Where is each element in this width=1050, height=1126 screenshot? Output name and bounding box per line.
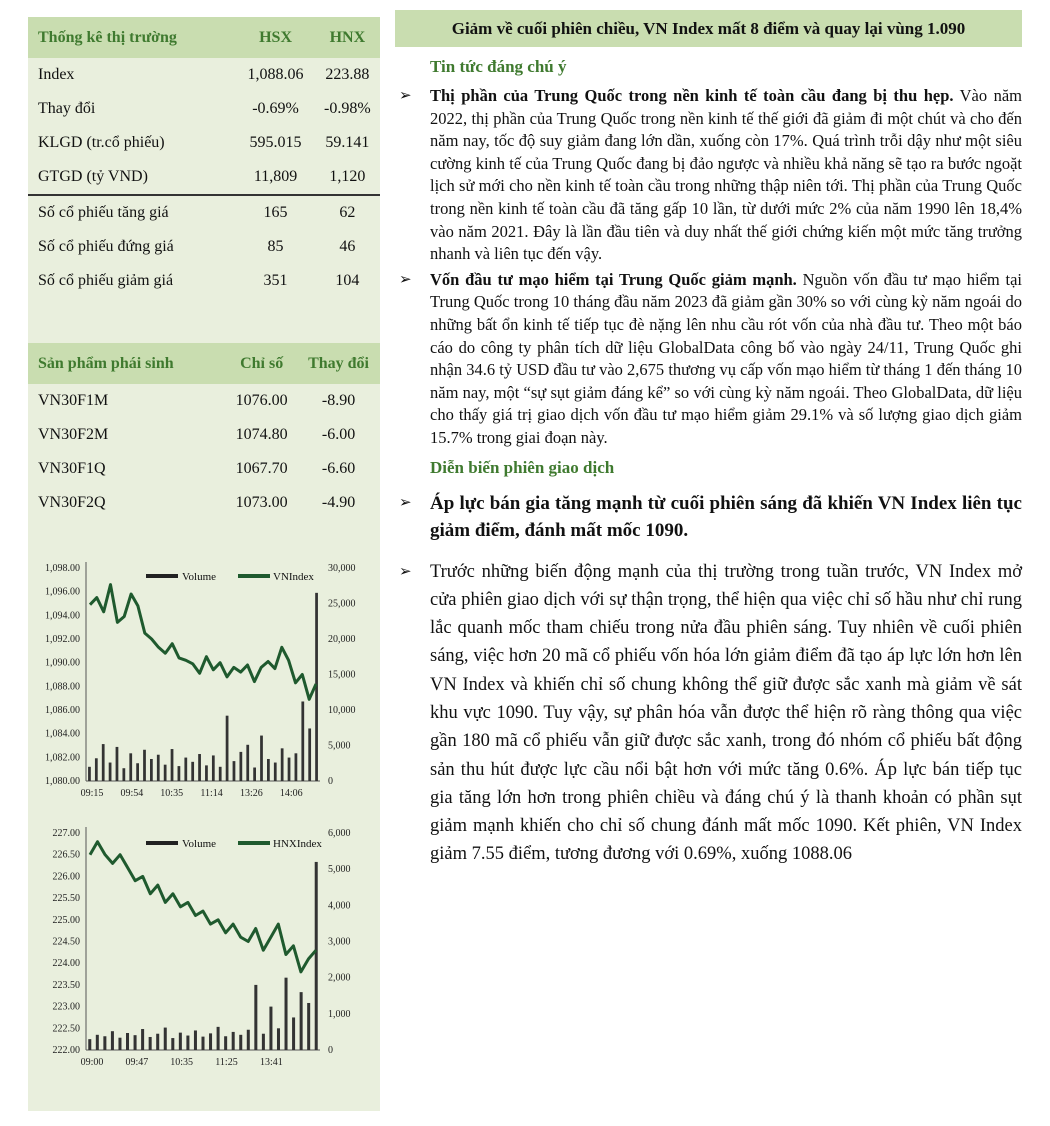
x-axis-tick-label: 09:15: [80, 788, 104, 799]
volume-bar: [126, 1033, 129, 1050]
list-item: [395, 85, 1022, 266]
table-row: [28, 195, 380, 230]
x-axis-tick-label: 14:06: [279, 788, 303, 799]
volume-bar: [111, 1031, 114, 1050]
volume-bar: [217, 1027, 220, 1050]
row-label: VN30F1M: [38, 392, 109, 409]
row-label: GTGD (tỷ VND): [38, 168, 148, 185]
y-axis-tick-label: 1,094.00: [45, 610, 80, 622]
volume-bar: [164, 765, 167, 781]
bullet-text: Áp lực bán gia tăng mạnh từ cuối phiên sáng đã khiến VN Index liên tục giảm điểm, đánh mất mốc 1090.: [430, 492, 1022, 541]
volume-bar: [96, 1035, 99, 1050]
volume-bar: [301, 701, 304, 781]
volume-bar: [122, 768, 125, 781]
volume-bar: [118, 1038, 121, 1050]
secondary-axis-tick-label: 5,000: [328, 864, 351, 876]
y-axis-tick-label: 222.50: [52, 1023, 80, 1035]
y-axis-tick-label: 225.00: [52, 914, 80, 926]
y-axis-tick-label: 1,084.00: [45, 728, 80, 740]
volume-bar: [198, 754, 201, 781]
arrow-bullet-icon: ➢: [399, 494, 412, 511]
x-axis-tick-label: 11:14: [200, 788, 223, 799]
arrow-bullet-icon: ➢: [399, 563, 412, 580]
legend-swatch-volume: [146, 841, 178, 845]
row-value: 1,088.06: [247, 66, 304, 83]
row-value: 1074.80: [235, 426, 288, 443]
section-heading: Diễn biến phiên giao dịch: [430, 457, 615, 477]
volume-bar: [143, 750, 146, 781]
row-value: 85: [267, 238, 284, 255]
table-header-row: [28, 343, 380, 384]
secondary-axis-tick-label: 20,000: [328, 634, 356, 645]
secondary-axis-tick-label: 15,000: [328, 669, 356, 681]
volume-bar: [95, 758, 98, 781]
volume-bar: [267, 759, 270, 781]
volume-bar: [141, 1029, 144, 1050]
row-label: VN30F1Q: [38, 460, 106, 477]
secondary-axis-tick-label: 0: [328, 1045, 333, 1056]
row-value: -6.60: [321, 460, 356, 477]
secondary-axis-tick-label: 30,000: [328, 563, 356, 574]
bullet-text: Vào năm 2022, thị phần của Trung Quốc trong nền kinh tế thế giới đã giảm đi một chút và cho đến năm nay, tốc độ suy giảm đang lớn dần, xuống còn 17%. Quá trình trỗi dậy như một siêu cường kinh tế của Trung Quốc đang bị đảo ngược và nhiều khả năng sẽ tạo ra bước ngoặt lịch sử mới cho nền kinh tế toàn cầu trong những thập niên tới. Thị phần của Trung Quốc trong nền kinh tế toàn cầu đã tăng gấp 10 lần, từ dưới mức 2% của năm 1990 lên 18,4% vào năm 2021. Đây là lần đầu tiên và duy nhất thế giới chứng kiến một mức tăng trưởng nhanh và liên tục đến vậy.: [430, 86, 1022, 264]
volume-bar: [184, 758, 187, 781]
volume-bar: [134, 1035, 137, 1050]
volume-bar: [308, 728, 311, 781]
volume-bar: [253, 768, 256, 781]
x-axis-tick-label: 09:47: [125, 1057, 149, 1068]
x-axis-tick-label: 11:25: [215, 1057, 238, 1068]
volume-bar: [262, 1034, 265, 1050]
legend-swatch-volume: [146, 574, 178, 578]
secondary-axis-tick-label: 5,000: [328, 740, 351, 752]
volume-bar: [171, 1038, 174, 1050]
y-axis-tick-label: 226.50: [52, 849, 80, 861]
volume-bar: [102, 744, 105, 781]
volume-bar: [116, 747, 119, 781]
volume-bar: [212, 755, 215, 781]
volume-bar: [179, 1033, 182, 1050]
table-header: Sản phẩm phái sinh: [28, 343, 226, 384]
y-axis-tick-label: 223.50: [52, 979, 80, 991]
table-header: Thống kê thị trường: [28, 17, 236, 58]
x-axis-tick-label: 09:00: [80, 1057, 104, 1068]
x-axis-tick-label: 10:35: [160, 788, 184, 799]
volume-bar: [186, 1036, 189, 1050]
row-label: Số cổ phiếu giảm giá: [38, 272, 174, 289]
arrow-bullet-icon: ➢: [399, 88, 412, 104]
row-value: -8.90: [321, 392, 356, 409]
section-heading: Tin tức đáng chú ý: [430, 57, 567, 76]
table-header: Thay đổi: [297, 343, 380, 384]
list-item: [395, 490, 1022, 544]
volume-bar: [254, 985, 257, 1050]
volume-bar: [178, 766, 181, 781]
row-value: 11,809: [253, 168, 298, 185]
row-label: Thay đổi: [38, 100, 96, 117]
x-axis-tick-label: 13:26: [239, 788, 263, 799]
y-axis-tick-label: 1,092.00: [45, 634, 80, 645]
volume-bar: [232, 1032, 235, 1050]
volume-bar: [247, 1030, 250, 1050]
row-value: 1067.70: [235, 460, 288, 477]
table-row: [28, 264, 380, 298]
volume-bar: [260, 736, 263, 781]
volume-bar: [191, 762, 194, 781]
hnxindex-chart: [28, 817, 380, 1097]
volume-bar: [209, 1033, 212, 1050]
table-row: [28, 384, 380, 418]
y-axis-tick-label: 1,088.00: [45, 681, 80, 693]
x-axis-tick-label: 09:54: [120, 788, 144, 799]
volume-bar: [150, 759, 153, 781]
volume-bar: [300, 992, 303, 1050]
index-series-line: [90, 585, 316, 700]
secondary-axis-tick-label: 0: [328, 776, 333, 787]
bullet-heading: Vốn đầu tư mạo hiểm tại Trung Quốc giảm mạnh.: [430, 269, 797, 289]
row-value: 1076.00: [235, 392, 288, 409]
table-row: [28, 230, 380, 264]
legend-label: HNXIndex: [273, 838, 322, 850]
volume-bar: [194, 1030, 197, 1050]
volume-bar: [239, 752, 242, 781]
row-value: -6.00: [321, 426, 356, 443]
volume-bar: [219, 767, 222, 781]
row-value: 1073.00: [235, 494, 288, 511]
volume-bar: [281, 748, 284, 781]
table-row: [28, 486, 380, 520]
row-label: VN30F2M: [38, 426, 109, 443]
volume-bar: [88, 1039, 91, 1050]
volume-bar: [205, 765, 208, 781]
secondary-axis-tick-label: 3,000: [328, 936, 351, 948]
volume-bar: [226, 716, 229, 781]
volume-bar: [224, 1036, 227, 1050]
volume-bar: [246, 745, 249, 781]
volume-bar: [136, 763, 139, 781]
vnindex-chart: [28, 544, 380, 814]
table-row: [28, 58, 380, 92]
legend-label: Volume: [182, 571, 217, 583]
volume-bar: [201, 1037, 204, 1050]
page-title: Giảm về cuối phiên chiều, VN Index mất 8 điểm và quay lại vùng 1.090: [395, 10, 1022, 47]
market-stats-table: [28, 17, 380, 298]
row-label: VN30F2Q: [38, 494, 106, 511]
y-axis-tick-label: 227.00: [52, 828, 80, 839]
y-axis-tick-label: 1,086.00: [45, 705, 80, 716]
volume-bar: [295, 753, 298, 781]
row-value: -4.90: [321, 494, 356, 511]
y-axis-tick-label: 222.00: [52, 1045, 80, 1056]
volume-bar: [307, 1003, 310, 1050]
table-row: [28, 92, 380, 126]
y-axis-tick-label: 224.50: [52, 936, 80, 948]
bullet-text: Trước những biến động mạnh của thị trường trong tuần trước, VN Index mở cửa phiên giao dịch với sự thận trọng, thể hiện qua việc chỉ số hầu như chỉ rung lắc quanh mốc tham chiếu trong nửa đầu phiên sáng. Tuy nhiên về cuối phiên sáng, việc hơn 20 mã cổ phiếu vốn hóa lớn giảm điểm đã tạo áp lực lớn hơn lên VN Index và khiến chỉ số chung không thể giữ được sắc xanh mà giảm về sát khu vực 1090. Tuy vậy, sự phân hóa vẫn được thể hiện rõ ràng thông qua việc gần 180 mã cổ phiếu vẫn giữ được sắc xanh, trong đó nhóm cổ phiếu bất động sản thu hút được lực cầu nổi bật hơn với mức tăng 0.6%. Áp lực bán tiếp tục gia tăng lớn hơn trong phiên chiều và đáng chú ý là thanh khoản có phần sụt giảm mạnh khiến cho chỉ số chung đánh mất mốc 1090. Kết phiên, VN Index giảm 7.55 điểm, tương đương với 0.69%, xuống 1088.06: [430, 561, 1022, 865]
bullet-text: Nguồn vốn đầu tư mạo hiểm tại Trung Quốc trong 10 tháng đầu năm 2023 đã giảm gần 30% so với cùng kỳ năm ngoái do những bất ổn kinh tế tiếp tục đè nặng lên nhu cầu rót vốn của nhà đầu tư. Theo một báo cáo do công ty phân tích dữ liệu GlobalData công bố vào ngày 24/11, Trung Quốc ghi nhận 34.6 tỷ USD đầu tư vào 2,675 thương vụ cấp vốn mạo hiểm từ tháng 1 đến tháng 10 năm nay, một “sự sụt giảm đáng kể” so với cùng kỳ năm ngoái. Theo GlobalData, dữ liệu cho thấy giá trị giao dịch vốn đầu tư mạo hiểm giảm 29.1% và số lượng giao dịch giảm 15.7% trong giai đoạn này.: [430, 269, 1022, 447]
row-value: -0.69%: [252, 100, 299, 117]
list-item: [395, 269, 1022, 450]
volume-bar: [315, 862, 318, 1050]
table-header: HNX: [315, 17, 380, 58]
volume-bar: [274, 763, 277, 781]
volume-bar: [149, 1037, 152, 1050]
left-sidebar: [28, 17, 380, 1111]
secondary-axis-tick-label: 6,000: [328, 828, 351, 839]
x-axis-tick-label: 10:35: [170, 1057, 194, 1068]
y-axis-tick-label: 223.00: [52, 1001, 80, 1013]
main-content: [395, 10, 1022, 869]
row-value: 104: [335, 272, 360, 289]
volume-bar: [239, 1035, 242, 1050]
table-row: [28, 160, 380, 195]
volume-bar: [171, 749, 174, 781]
volume-bar: [288, 758, 291, 781]
y-axis-tick-label: 1,090.00: [45, 657, 80, 669]
volume-bar: [277, 1028, 280, 1050]
row-value: -0.98%: [324, 100, 371, 117]
secondary-axis-tick-label: 1,000: [328, 1008, 351, 1020]
volume-bar: [292, 1017, 295, 1050]
bullet-heading: Thị phần của Trung Quốc trong nền kinh tế toàn cầu đang bị thu hẹp.: [430, 86, 954, 105]
table-header: HSX: [236, 17, 314, 58]
row-label: KLGD (tr.cổ phiếu): [38, 134, 165, 151]
table-row: [28, 452, 380, 486]
legend-label: VNIndex: [273, 571, 314, 583]
row-value: 59.141: [325, 134, 370, 151]
y-axis-tick-label: 225.50: [52, 893, 80, 905]
secondary-axis-tick-label: 2,000: [328, 972, 351, 984]
row-label: Số cổ phiếu tăng giá: [28, 195, 236, 230]
x-axis-tick-label: 13:41: [259, 1057, 283, 1068]
row-value: 46: [339, 238, 356, 255]
row-value: 595.015: [249, 134, 302, 151]
table-header-row: [28, 17, 380, 58]
volume-bar: [156, 1034, 159, 1050]
y-axis-tick-label: 1,080.00: [45, 776, 80, 787]
volume-bar: [129, 753, 132, 781]
row-label: Số cổ phiếu đứng giá: [38, 238, 174, 255]
y-axis-tick-label: 1,082.00: [45, 752, 80, 764]
legend-swatch-index: [238, 574, 270, 578]
legend-label: Volume: [182, 838, 217, 850]
table-row: [28, 126, 380, 160]
secondary-axis-tick-label: 10,000: [328, 705, 356, 716]
secondary-axis-tick-label: 25,000: [328, 598, 356, 610]
table-row: [28, 418, 380, 452]
row-value: 351: [263, 272, 288, 289]
derivatives-table: [28, 343, 380, 520]
y-axis-tick-label: 226.00: [52, 871, 80, 883]
table-header: Chỉ số: [226, 343, 297, 384]
row-value: 62: [315, 195, 380, 230]
volume-bar: [285, 978, 288, 1050]
volume-bar: [88, 767, 91, 781]
volume-bar: [269, 1007, 272, 1050]
row-value: 165: [236, 195, 314, 230]
legend-swatch-index: [238, 841, 270, 845]
volume-bar: [233, 761, 236, 781]
row-label: Index: [38, 66, 75, 83]
row-value: 223.88: [325, 66, 370, 83]
secondary-axis-tick-label: 4,000: [328, 900, 351, 912]
row-value: 1,120: [329, 168, 366, 185]
volume-bar: [109, 763, 112, 781]
volume-bar: [103, 1036, 106, 1050]
volume-bar: [164, 1028, 167, 1050]
y-axis-tick-label: 1,096.00: [45, 586, 80, 598]
y-axis-tick-label: 1,098.00: [45, 563, 80, 574]
y-axis-tick-label: 224.00: [52, 958, 80, 970]
index-series-line: [90, 842, 316, 972]
volume-bar: [157, 755, 160, 781]
list-item: [395, 558, 1022, 869]
arrow-bullet-icon: ➢: [399, 271, 412, 288]
